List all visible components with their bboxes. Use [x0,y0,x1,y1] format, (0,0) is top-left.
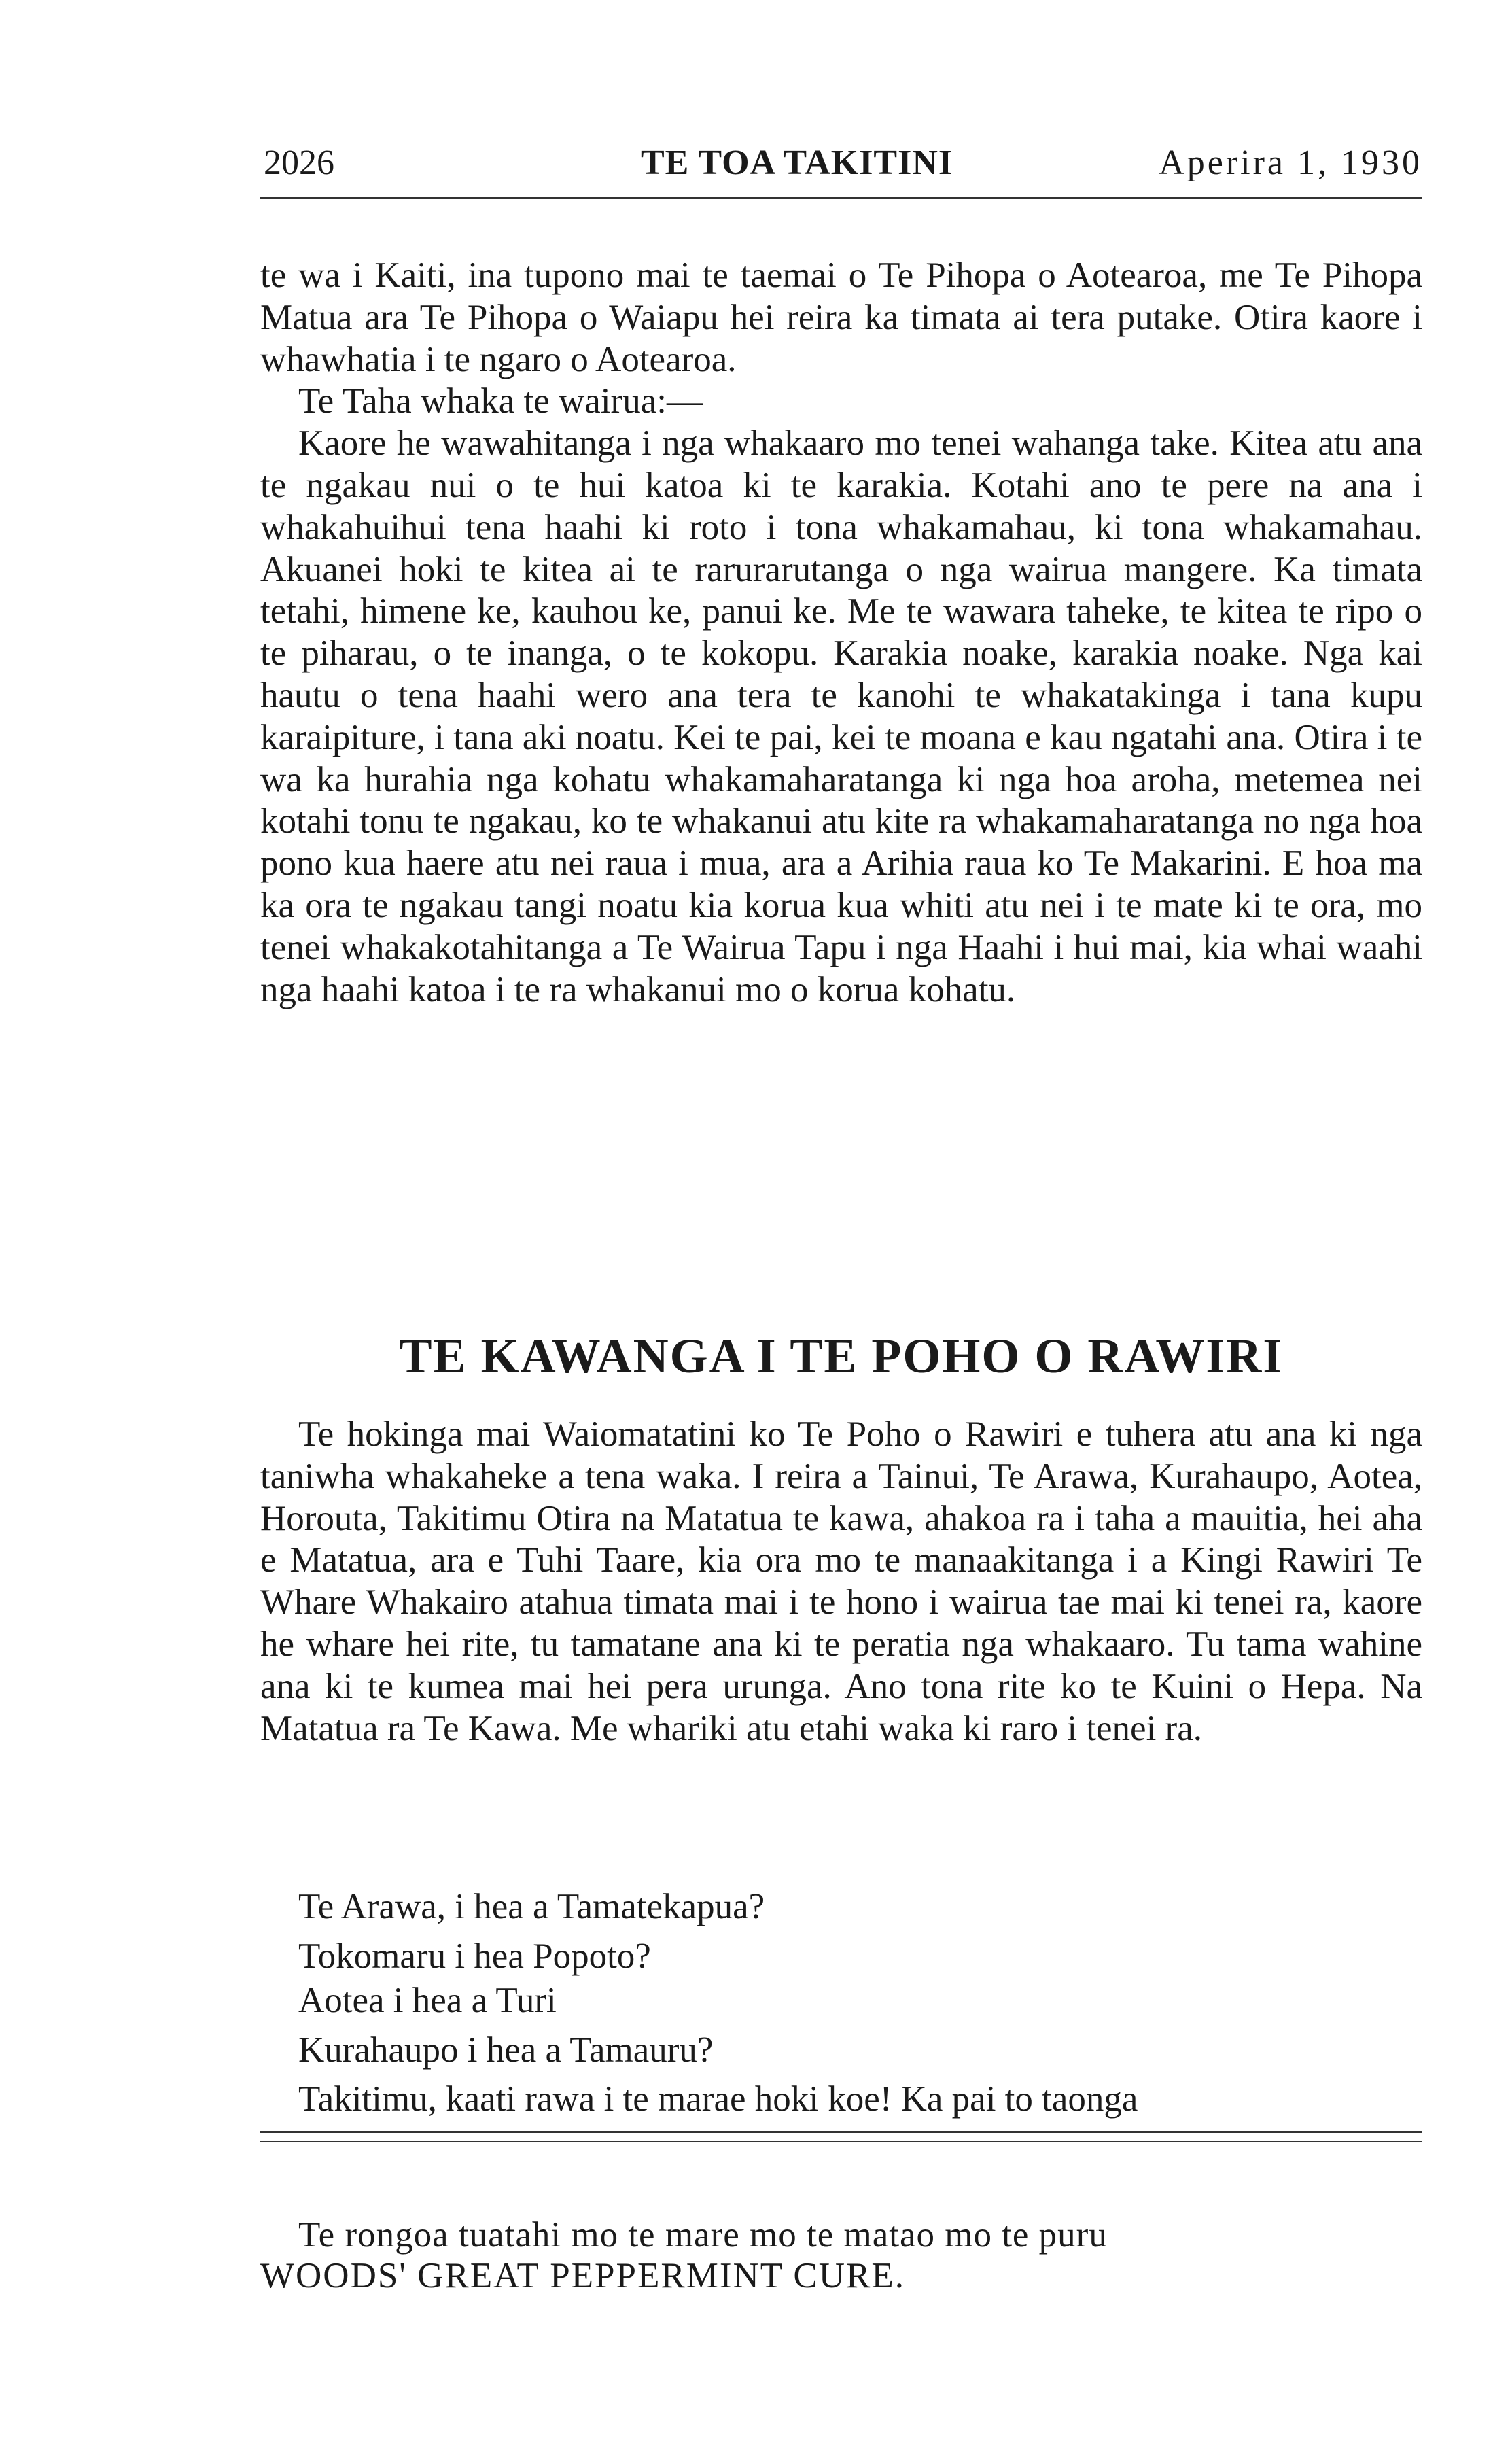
poem-line: Takitimu, kaati rawa i te marae hoki koe! Ka pai to taonga [298,2079,1138,2119]
article-heading: TE KAWANGA I TE POHO O RAWIRI [399,1329,1284,1383]
paragraph: Te Taha whaka te wairua:— [298,381,703,421]
issue-date: Aperira 1, 1930 [1159,143,1422,182]
footer-rule-bottom [260,2141,1422,2142]
page-number: 2026 [264,143,334,182]
section-1-body [260,255,1422,1011]
section-2-body [260,1414,1422,1750]
paragraph: Kaore he wawahitanga i nga whakaaro mo tenei wahanga take. Kitea atu ana te ngakau nui o te hui katoa ki te karakia. Kotahi ano te pere na ana i whakahuihui tena haahi ki roto i tona whakamahau, ki tona whakamahau. Akuanei hoki te kitea ai te rarurarutanga o nga wairua mangere. Ka timata tetahi, himene ke, kauhou ke, panui ke. Me te wawara taheke, te kitea te ripo o te piharau, o te inanga, o te kokopu. Karakia noake, karakia noake. Nga kai hautu o tena haahi wero ana tera te kanohi te whakatakinga i tana kupu karaipiture, i tana aki noatu. Kei te pai, kei te moana e kau ngatahi ana. Otira i te wa ka hurahia nga kohatu whakamaharatanga ki nga hoa aroha, metemea nei kotahi tonu te ngakau, ko te whakanui atu kite ra whakamaharatanga no nga hoa pono kua haere atu nei raua i mua, ara a Arihia raua ko Te Makarini. E hoa ma ka ora te ngakau tangi noatu kia korua kua whiti atu nei i te mate ki te ora, mo tenei whakakotahitanga a Te Wairua Tapu i nga Haahi i hui mai, kia whai waahi nga haahi katoa i te ra whakanui mo o korua kohatu. [260,423,1422,1009]
footer-rule-top [260,2131,1422,2133]
poem-line: Kurahaupo i hea a Tamauru? [298,2030,714,2070]
poem-line: Aotea i hea a Turi [298,1981,557,2020]
page-header [264,139,1422,187]
advertisement-product: WOODS' GREAT PEPPERMINT CURE. [260,2256,906,2295]
poem-line: Tokomaru i hea Popoto? [298,1937,651,1976]
paragraph: Te hokinga mai Waiomatatini ko Te Poho o Rawiri e tuhera atu ana ki nga taniwha whakaheke a tena waka. I reira a Tainui, Te Arawa, Kurahaupo, Aotea, Horouta, Takitimu Otira na Matatua te kawa, ahakoa ra i taha a mauitia, hei aha e Matatua, ara e Tuhi Taare, kia ora mo te manaakitanga i a Kingi Rawiri Te Whare Whakairo atahua timata mai i te hono i wairua tae mai ki tenei ra, kaore he whare hei rite, tu tamatane ana ki te peratia nga whakaaro. Tu tama wahine ana ki te kumea mai hei pera urunga. Ano tona rite ko te Kuini o Hepa. Na Matatua ra Te Kawa. Me whariki atu etahi waka ki raro i tenei ra. [260,1415,1422,1748]
publication-title: TE TOA TAKITINI [641,143,953,182]
paragraph: te wa i Kaiti, ina tupono mai te taemai o Te Pihopa o Aotearoa, me Te Pihopa Matua ara Te Pihopa o Waiapu hei reira ka timata ai tera putake. Otira kaore i whawhatia i te ngaro o Aotearoa. [260,256,1422,379]
header-rule [260,197,1422,199]
poem-line: Te Arawa, i hea a Tamatekapua? [298,1887,765,1926]
advertisement-tagline: Te rongoa tuatahi mo te mare mo te matao mo te puru [298,2215,1108,2255]
